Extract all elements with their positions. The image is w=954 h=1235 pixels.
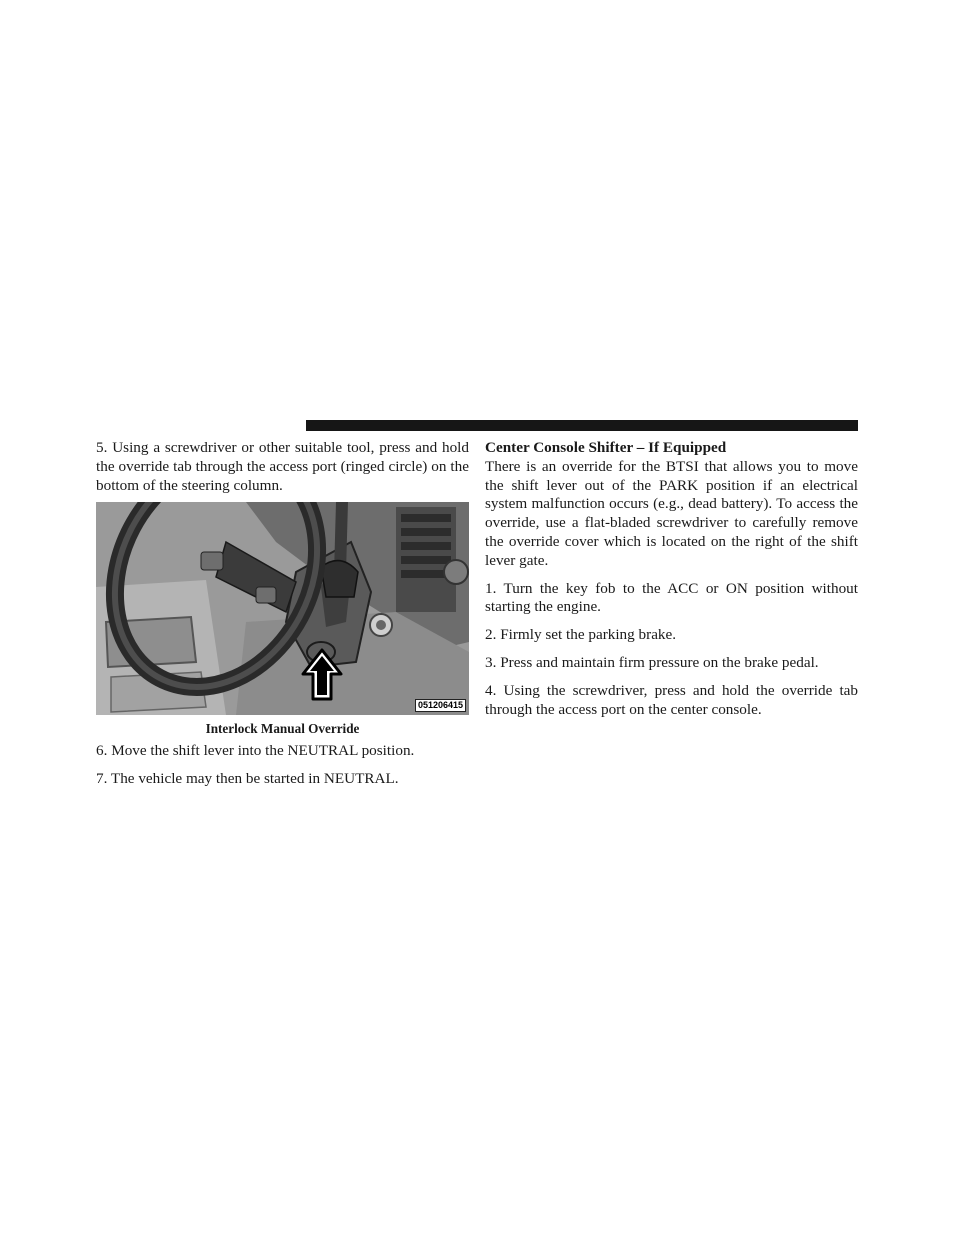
step-3-text: 3. Press and maintain firm pressure on the brake pedal. <box>485 653 819 671</box>
step-2-text: 2. Firmly set the parking brake. <box>485 626 677 644</box>
step-1-text: 1. Turn the key fob to the ACC or ON position without starting the engine. <box>485 579 858 616</box>
steering-column-illustration <box>96 502 469 715</box>
intro-paragraph: There is an override for the BTSI that allows you to move the shift lever out of the PARK position if an electrical system malfunction occurs (e.g., dead battery). To access the override, use a flat-bladed screwdriver to carefully remove the override cover which is located on the right of the shift lever gate. <box>485 457 858 569</box>
figure-caption: Interlock Manual Override <box>205 721 360 737</box>
figure-code-label: 051206415 <box>415 699 466 712</box>
step-6-text: 6. Move the shift lever into the NEUTRAL position. <box>96 742 415 760</box>
section-heading: Center Console Shifter – If Equipped <box>485 439 727 456</box>
right-column <box>485 439 858 719</box>
step-5-text: 5. Using a screwdriver or other suitable tool, press and hold the override tab through the access port (ringed circle) on the bottom of the steering column. <box>96 439 469 494</box>
step-4-text: 4. Using the screwdriver, press and hold the override tab through the access port on the center console. <box>485 681 858 718</box>
step-7-text: 7. The vehicle may then be started in NEUTRAL. <box>96 770 399 788</box>
left-column <box>96 439 469 789</box>
header-bar <box>306 420 858 431</box>
interlock-override-figure <box>96 502 469 715</box>
